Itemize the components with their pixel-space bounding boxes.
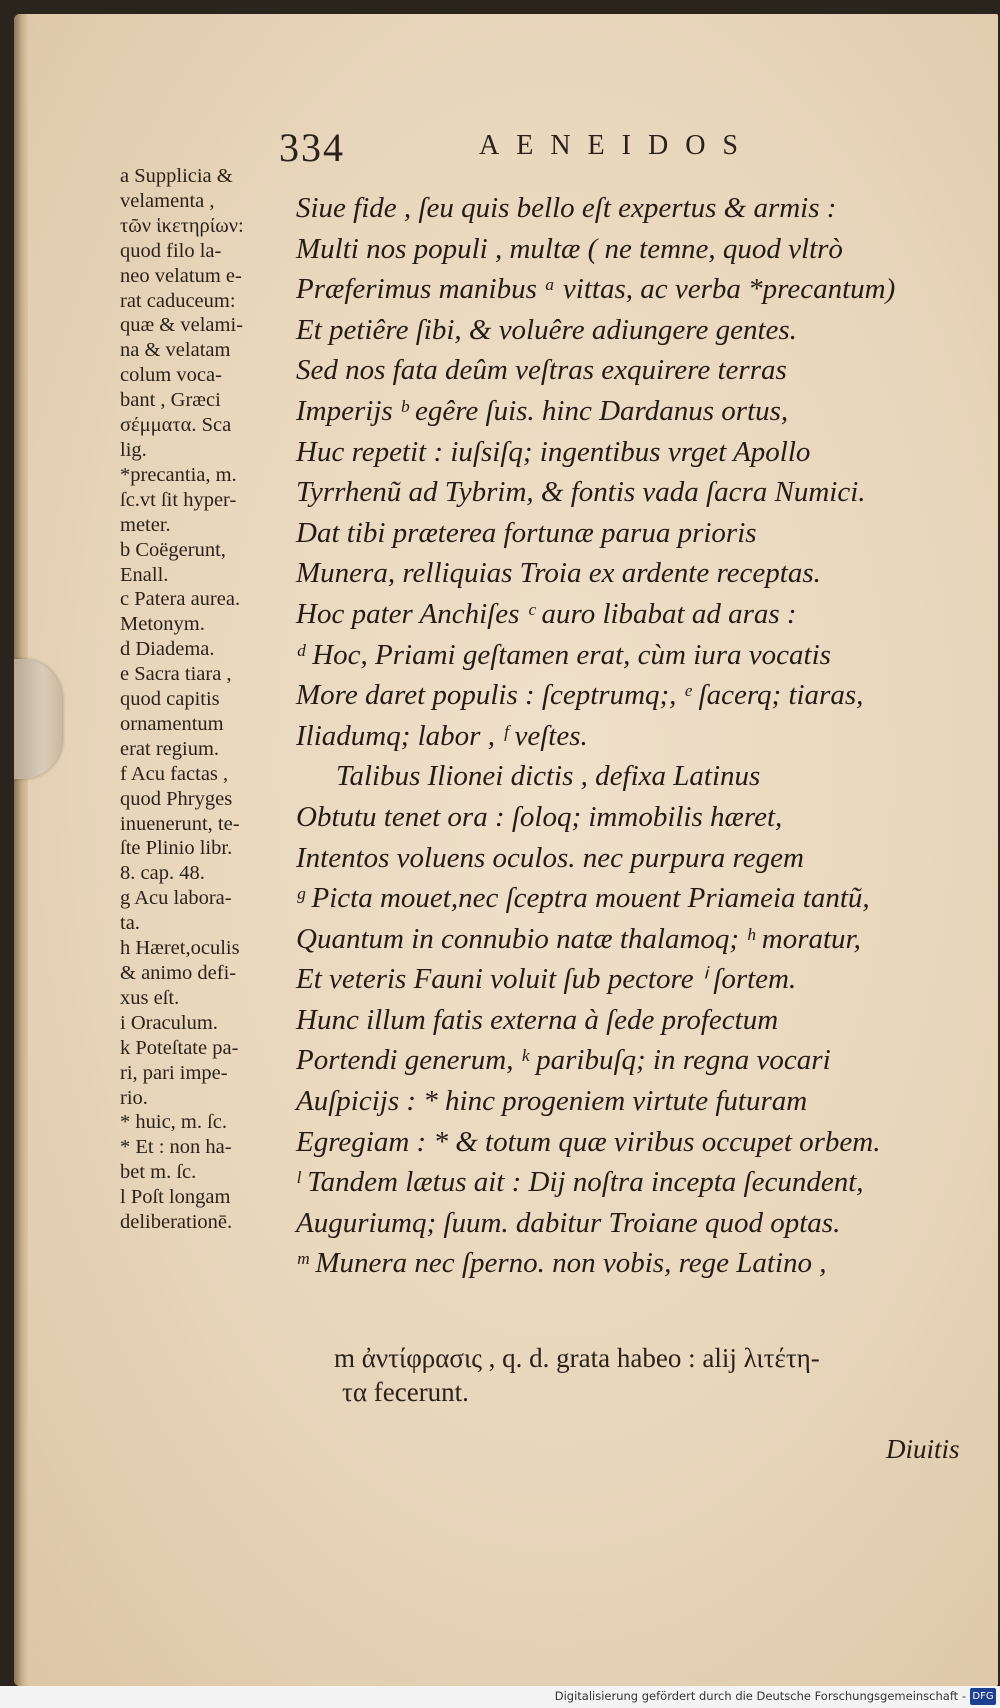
- verse-line: More daret populis : ſceptrumq;, ᵉ ſacerq; tiaras,: [296, 679, 864, 712]
- commentary-line: m ἀντίφρασις , q. d. grata habeo : alij λιτέτη-: [334, 1343, 820, 1373]
- margin-note-line: & animo defi-: [120, 962, 237, 984]
- margin-note-line: *precantia, m.: [120, 463, 237, 486]
- page-header: [14, 124, 998, 170]
- verse-line: ᵈ Hoc, Priami geſtamen erat, cùm iura vocatis: [296, 638, 831, 671]
- margin-note-line: rat caduceum:: [120, 289, 236, 312]
- margin-note-line: τῶν ἱκετηρίων:: [120, 214, 244, 237]
- commentary-note: [334, 1341, 984, 1409]
- page-number: 334: [279, 125, 345, 170]
- margin-note-line: erat regium.: [120, 737, 220, 760]
- verse-line: Auſpicijs : * hinc progeniem virtute futuram: [296, 1085, 808, 1118]
- margin-note-line: ſc.vt ſit hyper-: [120, 488, 237, 511]
- margin-note-line: quod filo la-: [120, 239, 222, 262]
- margin-note-line: a Supplicia &: [120, 165, 233, 187]
- verse-line: Egregiam : * & totum quæ viribus occupet orbem.: [296, 1125, 881, 1158]
- margin-note-line: 8. cap. 48.: [120, 862, 205, 885]
- book-spine-edge: [14, 14, 28, 1686]
- margin-note-line: deliberationē.: [120, 1211, 233, 1234]
- margin-note-line: meter.: [120, 513, 171, 536]
- margin-note-line: neo velatum e-: [120, 264, 242, 287]
- margin-note-line: l Poſt longam: [120, 1186, 231, 1209]
- margin-note-line: rio.: [120, 1086, 148, 1109]
- book-clasp: [14, 659, 62, 779]
- margin-note-line: g Acu labora-: [120, 887, 232, 910]
- verse-line: Quantum in connubio natæ thalamoq; ʰ moratur,: [296, 922, 861, 955]
- margin-note-line: Enall.: [120, 563, 169, 586]
- margin-note-line: h Hæret,oculis: [120, 937, 240, 960]
- margin-note-line: e Sacra tiara ,: [120, 663, 232, 686]
- margin-note-line: σέμματα. Sca: [120, 414, 232, 437]
- verse-line: Huc repetit : iuſsiſq; ingentibus vrget Apollo: [296, 435, 811, 468]
- margin-note-line: velamenta ,: [120, 189, 215, 212]
- margin-note-line: d Diadema.: [120, 638, 215, 661]
- margin-note-line: ſte Plinio libr.: [120, 837, 233, 860]
- margin-note-line: * Et : non ha-: [120, 1136, 232, 1159]
- margin-notes: [120, 164, 300, 1235]
- verse-line: Et veteris Fauni voluit ſub pectore ⁱ ſortem.: [296, 963, 797, 996]
- book-page: [14, 14, 998, 1686]
- margin-note-line: ornamentum: [120, 712, 224, 735]
- margin-note-line: quæ & velami-: [120, 314, 243, 337]
- running-head: AENEIDOS: [479, 130, 755, 161]
- verse-line: Dat tibi præterea fortunæ parua prioris: [296, 516, 757, 549]
- commentary-line: τα fecerunt.: [342, 1377, 469, 1407]
- dfg-logo-icon: DFG: [970, 1688, 996, 1705]
- margin-note-line: ta.: [120, 912, 140, 935]
- verse-line: Munera, relliquias Troia ex ardente receptas.: [296, 557, 821, 590]
- verse-line: Sed nos fata deûm veſtras exquirere terras: [296, 354, 787, 387]
- verse-line: Auguriumq; ſuum. dabitur Troiane quod optas.: [296, 1206, 841, 1239]
- margin-note-line: f Acu factas ,: [120, 762, 229, 785]
- verse-line: ˡ Tandem lætus ait : Dij noſtra incepta ſecundent,: [296, 1166, 864, 1199]
- margin-note-line: na & velatam: [120, 339, 231, 362]
- margin-note-line: ri, pari impe-: [120, 1061, 228, 1084]
- poem-text: [296, 188, 996, 1284]
- verse-line: Imperijs ᵇ egêre ſuis. hinc Dardanus ortus,: [296, 394, 789, 427]
- margin-note-line: Metonym.: [120, 613, 205, 636]
- margin-note-line: quod capitis: [120, 688, 220, 711]
- margin-note-line: * huic, m. ſc.: [120, 1111, 228, 1134]
- verse-line: Portendi generum, ᵏ paribuſq; in regna vocari: [296, 1044, 831, 1077]
- margin-note-line: quod Phryges: [120, 787, 233, 810]
- catchword: Diuitis: [886, 1434, 960, 1464]
- digitization-footer: [0, 1686, 1000, 1708]
- margin-note-line: k Poteſtate pa-: [120, 1036, 239, 1059]
- verse-line: ᵍ Picta mouet,nec ſceptra mouent Priameia tantũ,: [296, 882, 870, 915]
- margin-note-line: colum voca-: [120, 364, 222, 387]
- verse-line: Hoc pater Anchiſes ᶜ auro libabat ad aras :: [296, 597, 797, 630]
- verse-line: ᵐ Munera nec ſperno. non vobis, rege Latino ,: [296, 1247, 827, 1280]
- verse-line: Talibus Ilionei dictis , defixa Latinus: [336, 760, 761, 793]
- verse-line: Et petiêre ſibi, & voluêre adiungere gentes.: [296, 313, 797, 346]
- margin-note-line: bet m. ſc.: [120, 1161, 197, 1184]
- margin-note-line: i Oraculum.: [120, 1011, 218, 1034]
- verse-line: Hunc illum fatis externa à ſede profectum: [296, 1003, 779, 1036]
- margin-note-line: inuenerunt, te-: [120, 812, 240, 835]
- footer-credit: Digitalisierung gefördert durch die Deutsche Forschungsgemeinschaft -: [554, 1689, 966, 1703]
- verse-line: Multi nos populi , multæ ( ne temne, quod vltrò: [296, 232, 843, 265]
- verse-line: Iliadumq; labor , ᶠ veſtes.: [296, 719, 588, 752]
- verse-line: Præferimus manibus ᵃ vittas, ac verba *precantum): [296, 273, 896, 306]
- margin-note-line: bant , Græci: [120, 389, 221, 412]
- verse-line: Siue fide , ſeu quis bello eſt expertus & armis :: [296, 192, 837, 224]
- verse-line: Tyrrhenũ ad Tybrim, & fontis vada ſacra Numici.: [296, 476, 866, 509]
- margin-note-line: lig.: [120, 438, 147, 461]
- margin-note-line: c Patera aurea.: [120, 588, 241, 611]
- margin-note-line: b Coëgerunt,: [120, 538, 226, 561]
- margin-note-line: xus eſt.: [120, 986, 180, 1009]
- verse-line: Obtutu tenet ora : ſoloq; immobilis hæret,: [296, 800, 783, 833]
- verse-line: Intentos voluens oculos. nec purpura regem: [296, 841, 804, 874]
